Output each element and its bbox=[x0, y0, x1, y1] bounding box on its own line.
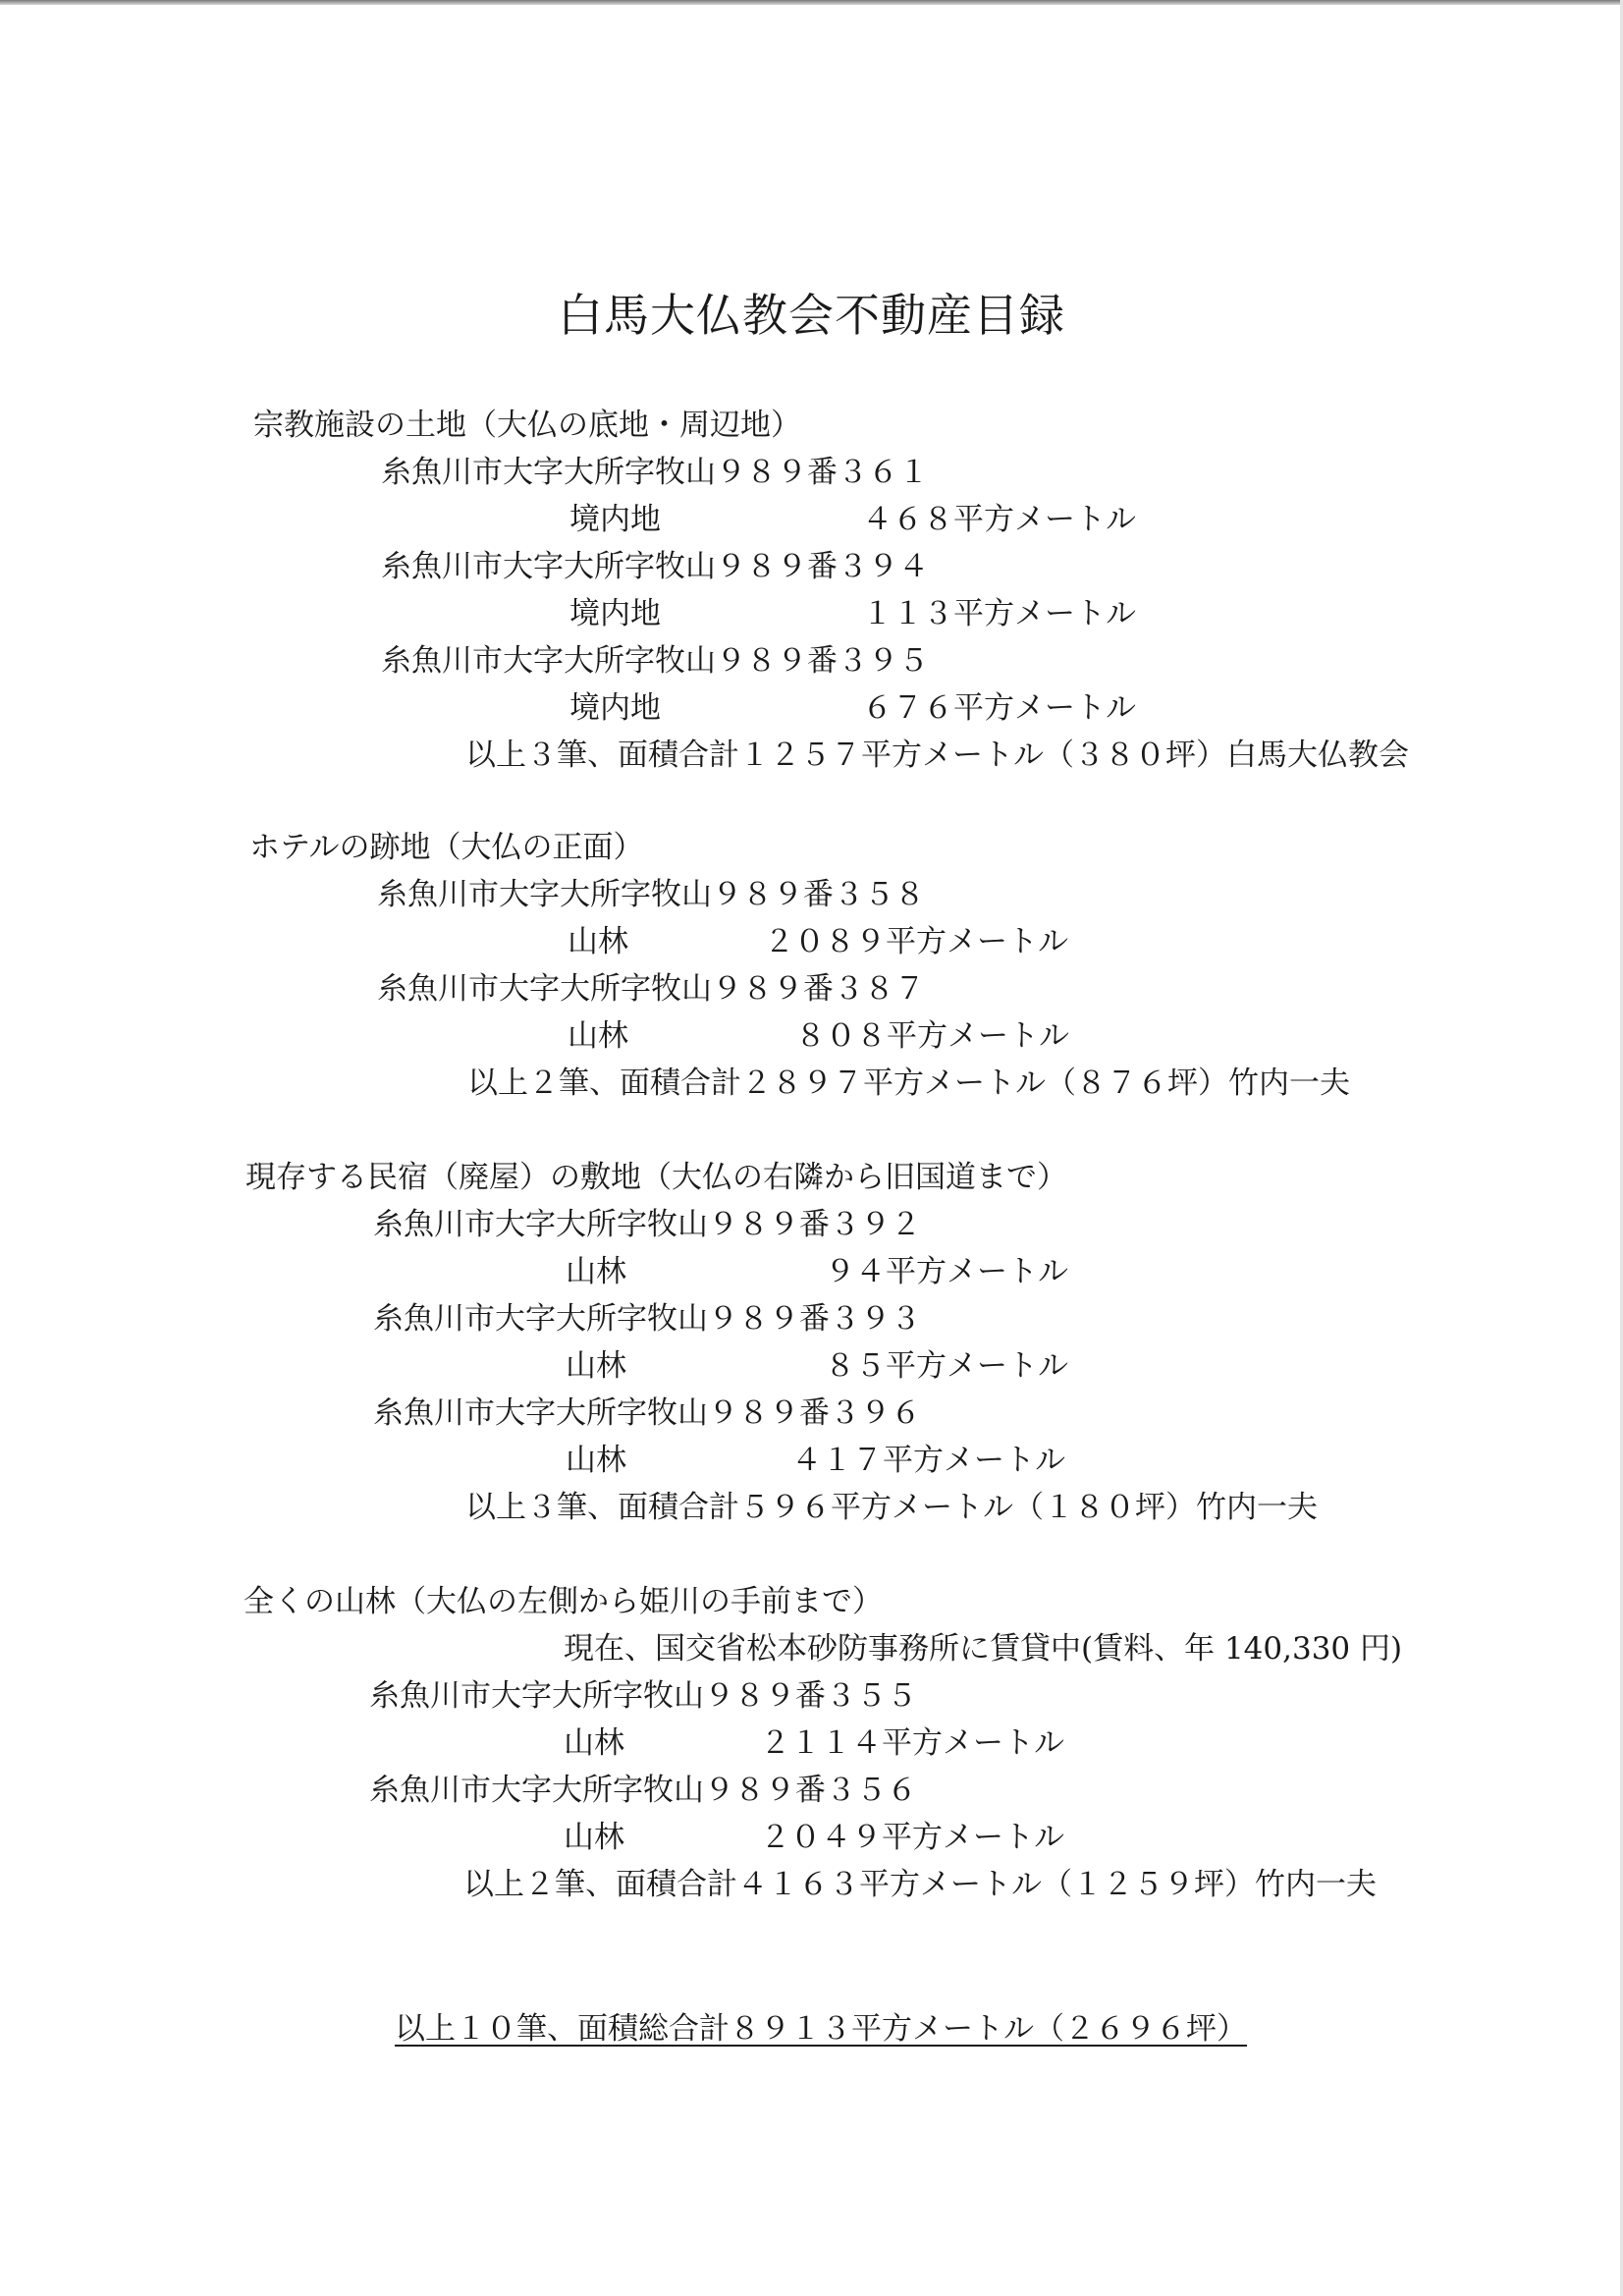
parcel-address: 糸魚川市大字大所字牧山９８９番３８７ bbox=[377, 971, 925, 1007]
land-type: 山林 bbox=[564, 1725, 624, 1761]
parcel-area: ４６８平方メートル bbox=[862, 502, 1136, 537]
land-type: 山林 bbox=[566, 1348, 626, 1384]
grand-total: 以上１０筆、面積総合計８９１３平方メートル（２６９６坪） bbox=[395, 2011, 1247, 2047]
parcel-area: ８０８平方メートル bbox=[795, 1018, 1069, 1054]
page-title: 白馬大仏教会不動産目録 bbox=[558, 289, 1065, 342]
section-heading: 全くの山林（大仏の左側から姫川の手前まで） bbox=[243, 1584, 883, 1619]
parcel-area: ２０８９平方メートル bbox=[764, 924, 1068, 959]
section-total: 以上２筆、面積合計４１６３平方メートル（１２５９坪）竹内一夫 bbox=[463, 1867, 1377, 1902]
parcel-address: 糸魚川市大字大所字牧山９８９番３５５ bbox=[369, 1678, 917, 1714]
section-heading: ホテルの跡地（大仏の正面） bbox=[249, 830, 644, 865]
section-total: 以上３筆、面積合計５９６平方メートル（１８０坪）竹内一夫 bbox=[465, 1490, 1318, 1525]
parcel-address: 糸魚川市大字大所字牧山９８９番３９３ bbox=[373, 1301, 921, 1337]
parcel-address: 糸魚川市大字大所字牧山９８９番３９２ bbox=[373, 1207, 921, 1242]
scan-edge-top bbox=[0, 0, 1623, 5]
parcel-address: 糸魚川市大字大所字牧山９８９番３９４ bbox=[381, 549, 929, 584]
parcel-area: ４１７平方メートル bbox=[791, 1443, 1065, 1478]
land-type: 山林 bbox=[566, 1443, 626, 1478]
parcel-area: ８５平方メートル bbox=[825, 1348, 1068, 1384]
section-total: 以上２筆、面積合計２８９７平方メートル（８７６坪）竹内一夫 bbox=[467, 1066, 1350, 1101]
land-type: 山林 bbox=[568, 1018, 628, 1054]
land-type: 山林 bbox=[566, 1254, 626, 1289]
parcel-area: １１３平方メートル bbox=[862, 596, 1136, 631]
parcel-address: 糸魚川市大字大所字牧山９８９番３５８ bbox=[377, 877, 925, 912]
section-total: 以上３筆、面積合計１２５７平方メートル（３８０坪）白馬大仏教会 bbox=[465, 738, 1409, 773]
land-type: 境内地 bbox=[569, 596, 661, 631]
parcel-address: 糸魚川市大字大所字牧山９８９番３９５ bbox=[381, 643, 929, 679]
parcel-area: ２１１４平方メートル bbox=[760, 1725, 1064, 1761]
parcel-area: ２０４９平方メートル bbox=[760, 1820, 1064, 1855]
land-type: 山林 bbox=[564, 1820, 624, 1855]
land-type: 境内地 bbox=[569, 502, 661, 537]
parcel-area: ６７６平方メートル bbox=[862, 690, 1136, 726]
parcel-address: 糸魚川市大字大所字牧山９８９番３５６ bbox=[369, 1773, 917, 1808]
parcel-area: ９４平方メートル bbox=[825, 1254, 1068, 1289]
land-type: 山林 bbox=[568, 924, 628, 959]
parcel-address: 糸魚川市大字大所字牧山９８９番３９６ bbox=[373, 1395, 921, 1431]
section-heading: 現存する民宿（廃屋）の敷地（大仏の右隣から旧国道まで） bbox=[245, 1160, 1067, 1195]
land-type: 境内地 bbox=[569, 690, 661, 726]
lease-note: 現在、国交省松本砂防事務所に賃貸中(賃料、年 140,330 円) bbox=[564, 1631, 1403, 1667]
section-heading: 宗教施設の土地（大仏の底地・周辺地） bbox=[253, 408, 801, 443]
parcel-address: 糸魚川市大字大所字牧山９８９番３６１ bbox=[381, 455, 929, 490]
